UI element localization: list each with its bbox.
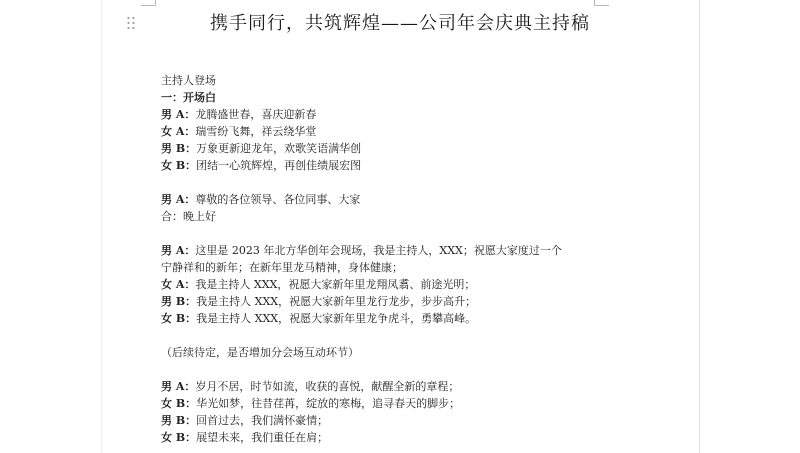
line-text: 展望未来，我们重任在肩； [196,431,329,444]
speaker-label: 女 A： [161,278,196,291]
script-line[interactable] [161,72,661,89]
line-text: 龙腾盛世春，喜庆迎新春 [195,108,317,121]
script-line[interactable] [161,208,661,225]
blank-line [161,327,661,344]
line-text: 我是主持人 XXX，祝愿大家新年里龙翔凤翥、前途光明； [195,278,476,291]
document-body[interactable] [161,72,661,446]
margin-corner-mark-left [141,0,156,6]
line-text: 合：晚上好 [161,210,216,223]
script-line[interactable] [161,191,661,208]
line-text: 华光如梦，往昔荏苒，绽放的寒梅，追寻春天的脚步； [196,397,461,410]
line-text: 我是主持人 XXX，祝愿大家新年里龙行龙步，步步高升； [196,295,477,308]
script-line[interactable] [161,123,661,140]
speaker-label: 女 B： [161,431,197,444]
speaker-label: 女 B： [161,397,197,410]
line-text: 我是主持人 XXX，祝愿大家新年里龙争虎斗，勇攀高峰。 [196,312,477,325]
script-line[interactable] [161,293,661,310]
line-text: 岁月不居，时节如流，收获的喜悦，献醒全新的章程； [195,380,460,393]
line-text: 尊敬的各位领导、各位同事、大家 [195,193,361,206]
speaker-label: 男 A： [161,193,196,206]
speaker-label: 男 A： [161,380,196,393]
line-text: 回首过去，我们满怀豪情； [196,414,329,427]
script-line[interactable] [161,276,661,293]
document-title[interactable]: 携手同行，共筑辉煌——公司年会庆典主持稿 [210,13,590,34]
line-text: 一：开场白 [161,91,216,104]
line-text: 主持人登场 [161,74,216,87]
speaker-label: 男 B： [161,414,197,427]
margin-corner-mark-right [594,0,609,6]
script-line[interactable] [161,378,661,395]
script-line[interactable] [161,259,661,276]
speaker-label: 男 B： [161,142,197,155]
page-right-edge [699,0,700,453]
script-line[interactable] [161,310,661,327]
paragraph-drag-handle-icon[interactable] [126,16,136,30]
line-text: 团结一心筑辉煌，再创佳绩展宏图 [196,159,362,172]
script-line[interactable] [161,89,661,106]
script-line[interactable] [161,157,661,174]
speaker-label: 男 B： [161,295,197,308]
speaker-label: 女 B： [161,312,197,325]
line-text: 宁静祥和的新年；在新年里龙马精神，身体健康； [161,261,403,274]
script-line[interactable] [161,429,661,446]
script-line[interactable] [161,344,661,361]
script-line[interactable] [161,395,661,412]
line-text: 万象更新迎龙年，欢歌笑语满华创 [196,142,362,155]
blank-line [161,225,661,242]
speaker-label: 男 A： [161,108,196,121]
line-text: （后续待定，是否增加分会场互动环节） [161,346,359,359]
speaker-label: 女 A： [161,125,196,138]
line-text: 瑞雪纷飞舞，祥云绕华堂 [195,125,317,138]
script-line[interactable] [161,412,661,429]
page-left-edge [101,0,102,453]
script-line[interactable] [161,140,661,157]
speaker-label: 男 A： [161,244,196,257]
blank-line [161,174,661,191]
line-text: 这里是 2023 年北方华创年会现场，我是主持人，XXX；祝愿大家度过一个 [195,244,562,257]
script-line[interactable] [161,106,661,123]
blank-line [161,361,661,378]
script-line[interactable] [161,242,661,259]
speaker-label: 女 B： [161,159,197,172]
